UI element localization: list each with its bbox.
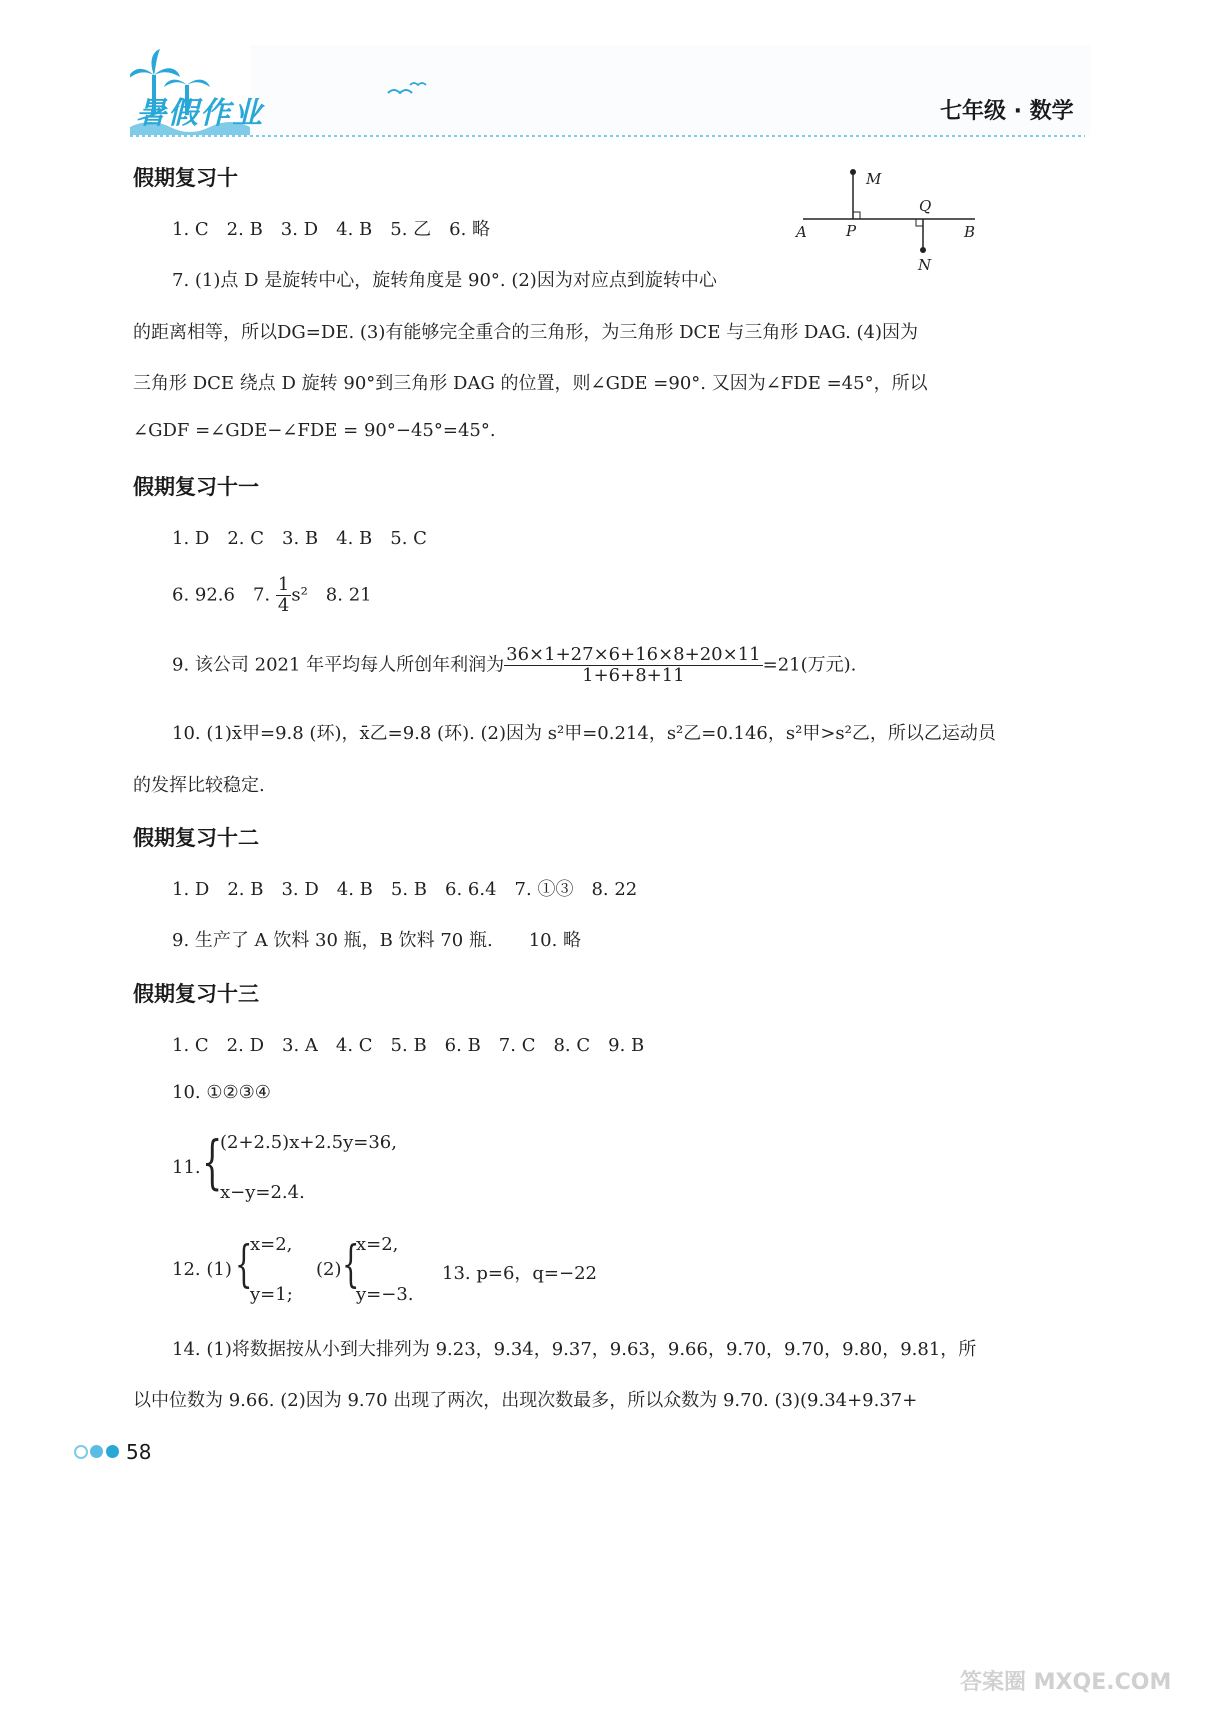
label-n: N <box>918 256 932 274</box>
answer-line: 1. C 2. D 3. A 4. C 5. B 6. B 7. C 8. C 9. B <box>172 1035 645 1056</box>
section-title: 假期复习十 <box>133 166 238 190</box>
grade-subject: 七年级 · 数学 <box>940 99 1074 124</box>
answer-line <box>172 645 856 686</box>
section-title: 假期复习十三 <box>133 982 259 1006</box>
system-brace: { <box>235 1235 253 1293</box>
answer-line: 9. 生产了 A 饮料 30 瓶，B 饮料 70 瓶. 10. 略 <box>172 930 582 951</box>
answer-line: 1. D 2. C 3. B 4. B 5. C <box>172 528 427 549</box>
section-title: 假期复习十一 <box>133 475 259 499</box>
answer-line: 1. C 2. B 3. D 4. B 5. 乙 6. 略 <box>172 219 491 240</box>
answer-line: 三角形 DCE 绕点 D 旋转 90°到三角形 DAG 的位置，则∠GDE =90°. 又因为∠FDE =45°，所以 <box>133 373 928 394</box>
point-m <box>850 169 856 175</box>
answer-text: s² 8. 21 <box>291 584 372 606</box>
answer-line: 1. D 2. B 3. D 4. B 5. B 6. 6.4 7. ①③ 8. 22 <box>172 879 638 900</box>
answer-label: 11. <box>172 1157 201 1178</box>
answer-line: 以中位数为 9.66. (2)因为 9.70 出现了两次，出现次数最多，所以众数为 9.70. (3)(9.34+9.37+ <box>133 1390 918 1411</box>
label-p: P <box>846 222 857 240</box>
label-m: M <box>866 170 882 188</box>
footer-dot-icon <box>74 1445 88 1459</box>
answer-label: 12. (1) <box>172 1259 232 1280</box>
answer-text: 6. 92.6 7. <box>172 584 271 606</box>
header-banner <box>130 35 1090 145</box>
label-a: A <box>796 223 807 241</box>
logo-text: 暑假作业 <box>136 96 264 131</box>
label-q: Q <box>919 197 932 215</box>
equation: y=1; <box>250 1284 293 1305</box>
section-title: 假期复习十二 <box>133 826 259 850</box>
answer-line: 的发挥比较稳定. <box>133 775 265 796</box>
answer-line: 7. (1)点 D 是旋转中心，旋转角度是 90°. (2)因为对应点到旋转中心 <box>172 270 717 291</box>
answer-line: ∠GDF =∠GDE−∠FDE = 90°−45°=45°. <box>133 420 496 441</box>
fraction-numerator: 1 <box>277 574 290 595</box>
equation: y=−3. <box>356 1284 414 1305</box>
answer-text: 9. 该公司 2021 年平均每人所创年利润为 <box>172 654 505 676</box>
watermark: 答案圈 MXQE.COM <box>960 1670 1172 1695</box>
answer-line: 10. ①②③④ <box>172 1082 271 1103</box>
answer-line <box>172 575 372 616</box>
label-b: B <box>964 223 976 241</box>
answer-line: 的距离相等，所以DG=DE. (3)有能够完全重合的三角形，为三角形 DCE 与三角形 DAG. (4)因为 <box>133 322 919 343</box>
equation: (2+2.5)x+2.5y=36, <box>220 1132 397 1153</box>
system-brace: { <box>342 1235 360 1293</box>
fraction <box>504 645 762 686</box>
equation: x=2, <box>356 1234 399 1255</box>
page-number: 58 <box>126 1440 152 1464</box>
footer-dot-icon <box>90 1445 103 1458</box>
answer-line: 14. (1)将数据按从小到大排列为 9.23，9.34，9.37，9.63，9.66，9.70，9.70，9.80，9.81，所 <box>172 1339 977 1360</box>
answer-line: 13. p=6，q=−22 <box>442 1263 597 1284</box>
footer-dot-icon <box>106 1445 119 1458</box>
fraction <box>276 575 291 616</box>
answer-text: =21(万元). <box>762 654 857 676</box>
fraction-numerator: 36×1+27×6+16×8+20×11 <box>506 644 761 665</box>
equation: x−y=2.4. <box>220 1182 305 1203</box>
system-brace: { <box>202 1128 223 1196</box>
equation: x=2, <box>250 1234 293 1255</box>
answer-line: 10. (1)x̄甲=9.8 (环)，x̄乙=9.8 (环). (2)因为 s²甲=0.214，s²乙=0.146，s²甲>s²乙，所以乙运动员 <box>172 723 996 744</box>
fraction-denominator: 4 <box>277 595 290 616</box>
point-n <box>920 247 926 253</box>
fraction-denominator: 1+6+8+11 <box>582 665 685 686</box>
answer-label: (2) <box>316 1259 342 1280</box>
right-angle-p <box>853 212 860 219</box>
right-angle-q <box>916 219 923 226</box>
